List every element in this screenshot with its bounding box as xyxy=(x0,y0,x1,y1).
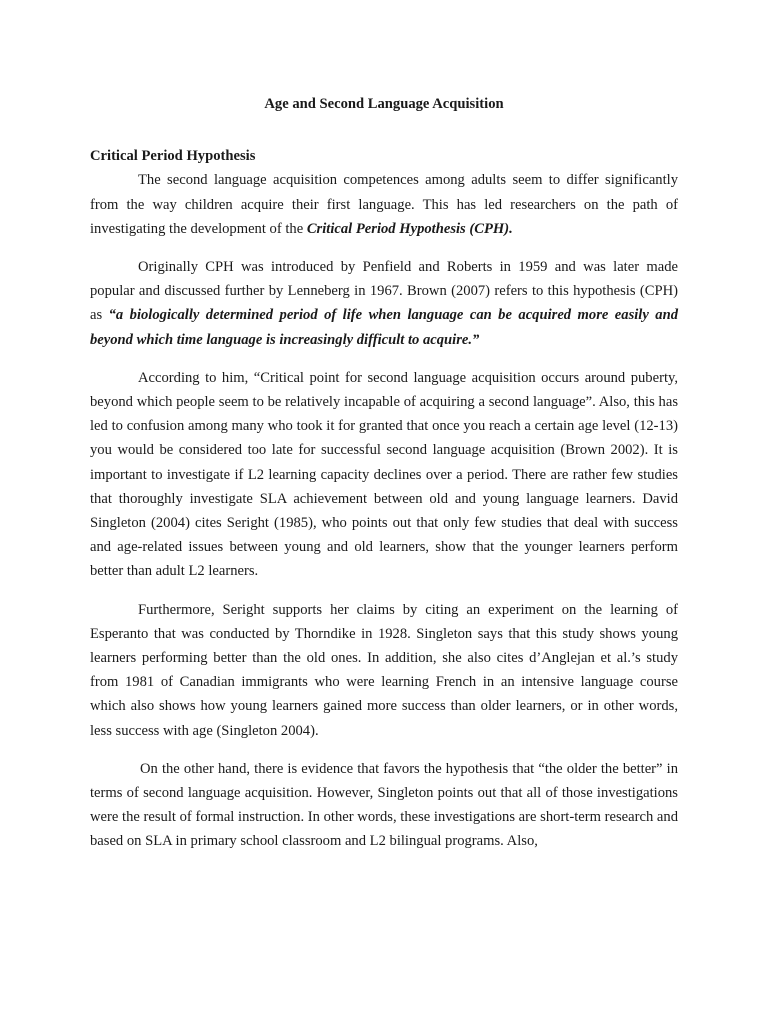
paragraph-3: According to him, “Critical point for second language acquisition occurs around puberty, beyond which people seem to be relatively incapable of acquiring a second language”. Also, this has led to confusion among many who took it for granted that once you reach a certain age level (12-13) you would be considered too late for successful second language acquisition (Brown 2002). It is important to investigate if L2 learning capacity declines over a period. There are rather few studies that thoroughly investigate SLA achievement between old and young language learners. David Singleton (2004) cites Seright (1985), who points out that only few studies that deal with success and age-related issues between young and old learners, show that the younger learners perform better than adult L2 learners. xyxy=(90,369,678,580)
paragraph-5: On the other hand, there is evidence that favors the hypothesis that “the older the better” in terms of second language acquisition. However, Singleton points out that all of those investigations were the result of formal instruction. In other words, these investigations are short-term research and based on SLA in primary school classroom and L2 bilingual programs. Also, xyxy=(90,760,678,850)
section-heading: Critical Period Hypothesis xyxy=(90,148,256,165)
paragraph-2 xyxy=(90,255,678,352)
paragraph-2-text: Originally CPH was introduced by Penfield and Roberts in 1959 and was later made popular and discussed further by Lenneberg in 1967. Brown (2007) refers to this hypothesis (CPH) as xyxy=(90,259,678,324)
paragraph-4: Furthermore, Seright supports her claims by citing an experiment on the learning of Esperanto that was conducted by Thorndike in 1928. Singleton says that this study shows young learners performing better than the old ones. In addition, she also cites d’Anglejan et al.’s study from 1981 of Canadian immigrants who were learning French in an intensive language course which also shows how young learners gained more success than older learners, or in other words, less success with age (Singleton 2004). xyxy=(90,601,678,739)
paragraph-1-text: The second language acquisition competences among adults seem to differ significantly from the way children acquire their first language. This has led researchers on the path of investigating the development of the xyxy=(90,172,678,237)
document-title: Age and Second Language Acquisition xyxy=(264,96,504,112)
paragraph-2-emphasis: “a biologically determined period of life when language can be acquired more easily and beyond which time language is increasingly difficult to acquire.” xyxy=(90,307,678,348)
paragraph-1 xyxy=(90,168,678,241)
paragraph-1-emphasis: Critical Period Hypothesis (CPH). xyxy=(306,220,513,237)
document-page xyxy=(90,92,678,868)
